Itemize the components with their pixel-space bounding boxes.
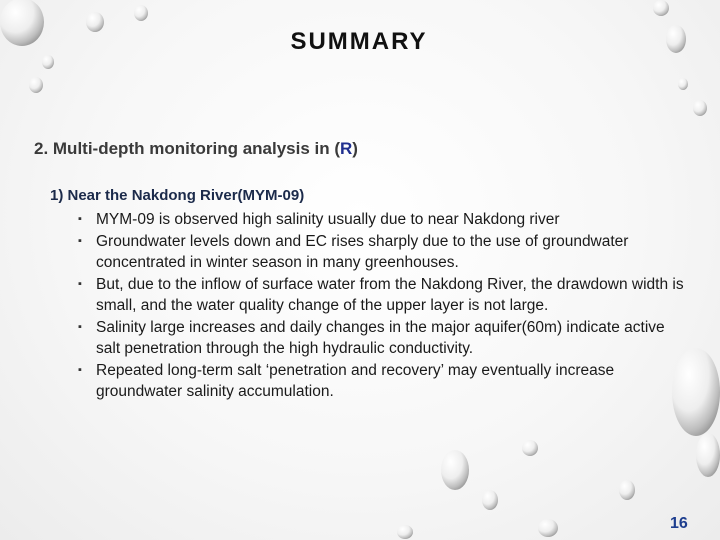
section-heading-close: ) — [352, 139, 358, 158]
water-drop-decoration — [29, 77, 43, 93]
bullet-marker-icon: ▪ — [78, 234, 82, 247]
bullet-text: But, due to the inflow of surface water from the Nakdong River, the drawdown width is small, and the water quality change of the upper layer is not large. — [96, 275, 684, 314]
water-drop-decoration — [696, 433, 720, 477]
water-drop-decoration — [482, 490, 498, 510]
water-drop-decoration — [522, 440, 538, 456]
water-drop-decoration — [538, 519, 558, 537]
water-drop-decoration — [653, 0, 669, 16]
section-heading-text: 2. Multi-depth monitoring analysis in ( — [34, 139, 341, 158]
water-drop-decoration — [619, 480, 635, 500]
bullet-marker-icon: ▪ — [78, 363, 82, 376]
bullet-item — [78, 360, 688, 403]
bullet-marker-icon: ▪ — [78, 320, 82, 333]
water-drop-decoration — [42, 55, 54, 69]
bullet-marker-icon: ▪ — [78, 213, 82, 225]
bullet-text: Salinity large increases and daily changes in the major aquifer(60m) indicate active salt penetration through the high hydraulic conductivity. — [96, 318, 665, 357]
bullet-marker-icon: ▪ — [78, 277, 82, 290]
bullet-text: MYM-09 is observed high salinity usually due to near Nakdong river — [96, 211, 560, 228]
slide-title-text: SUMMARY — [290, 28, 428, 55]
bullet-item — [78, 274, 688, 317]
bullet-list — [78, 209, 688, 403]
water-drop-decoration — [441, 450, 469, 490]
section-heading — [34, 139, 358, 159]
bullet-item — [78, 209, 688, 231]
bullet-text: Repeated long-term salt ‘penetration and recovery’ may eventually increase groundwater salinity accumulation. — [96, 361, 615, 400]
water-drop-decoration — [397, 525, 413, 539]
section-heading-language: R — [340, 139, 353, 158]
bullet-item — [78, 317, 688, 360]
water-drop-decoration — [693, 100, 707, 116]
water-drop-decoration — [678, 78, 688, 90]
sub-heading: 1) Near the Nakdong River(MYM-09) — [50, 187, 305, 204]
page-number: 16 — [670, 515, 688, 532]
bullet-text: Groundwater levels down and EC rises sharply due to the use of groundwater concentrated in winter season in many greenhouses. — [96, 232, 629, 271]
water-drop-decoration — [134, 5, 148, 21]
slide-title — [0, 28, 720, 56]
bullet-item — [78, 231, 688, 274]
